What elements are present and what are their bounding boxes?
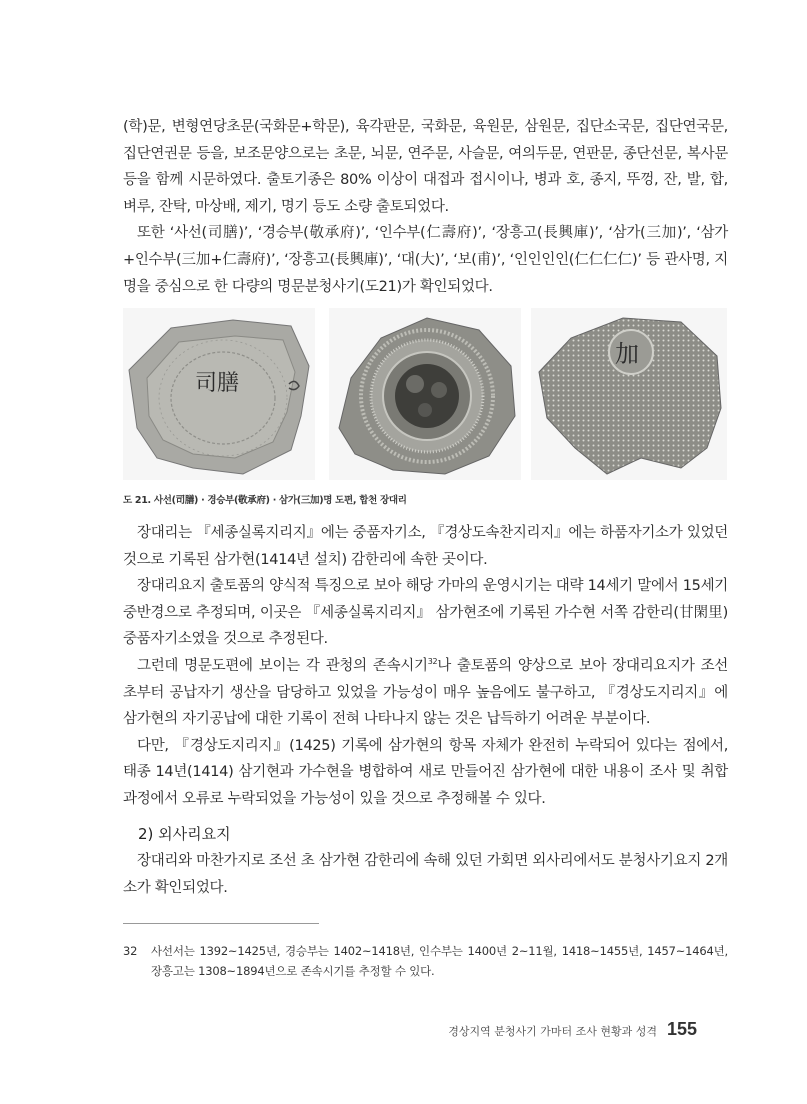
sherd-saseon-image [123,308,315,480]
paragraph: 또한 ‘사선(司膳)’, ‘경승부(敬承府)’, ‘인수부(仁壽府)’, ‘장흥고(長興庫)’, ‘삼가(三加)’, ‘삼가+인수부(三加+仁壽府)’, ‘장흥고(長興庫)’, ‘대(大)’, ‘보(甫)’, ‘인인인인(仁仁仁仁)’ 등 관사명, 지명을 중심으로 한 다량의 명문분청사기(도21)가 확인되었다. [123,225,728,295]
figure-caption: 도 21. 사선(司膳) · 경승부(敬承府) · 삼가(三加)명 도편, 합천 장대리 [123,495,407,506]
paragraph: (학)문, 변형연당초문(국화문+학문), 육각판문, 국화문, 육원문, 삼원문, 집단소국문, 집단연국문, 집단연권문 등을, 보조문양으로는 초문, 뇌문, 연주문, 사슬문, 여의두문, 연판문, 종단선문, 복사문 등을 함께 시문하였다. 출토기종은 80% 이상이 대접과 접시이나, 병과 호, 종지, 뚜껑, 잔, 발, 합, 벼루, 잔탁, 마상배, 제기, 명기 등도 소량 출토되었다. [123,119,728,215]
body-text-section2 [123,848,728,901]
paragraph [123,653,728,733]
paragraph-text: 그런데 명문도편에 보이는 각 관청의 존속시기 [137,657,428,674]
footnote-text: 사선서는 1392~1425년, 경승부는 1402~1418년, 인수부는 1400년 2~11월, 1418~1455년, 1457~1464년, 장흥고는 1308~1894년으로 존속시기를 추정할 수 있다. [151,944,728,978]
inscription-samga: 加 [615,340,639,368]
running-title: 경상지역 분청사기 가마터 조사 현황과 성격 [448,1025,657,1038]
inscription-saseon: 司膳 [195,371,240,396]
sherd-photo-saseon [123,308,315,480]
footnote-number: 32 [123,944,138,958]
page-footer [448,1019,697,1040]
body-text-top [123,114,728,300]
figure-21 [123,308,727,480]
paragraph: 장대리요지 출토품의 양식적 특징으로 보아 해당 가마의 운영시기는 대략 14세기 말에서 15세기 중반경으로 추정되며, 이곳은 『세종실록지리지』 삼가현조에 기록된 가수현 서쪽 감한리(甘閑里) 중품자기소였을 것으로 추정된다. [123,578,728,648]
paragraph: 장대리와 마찬가지로 조선 초 삼가현 감한리에 속해 있던 가회면 외사리에서도 분청사기요지 2개소가 확인되었다. [123,853,728,896]
page-number: 155 [666,1019,697,1039]
sherd-photo-gyeongseungbu [329,308,521,480]
body-text-lower [123,520,728,813]
footnote [123,941,728,981]
paragraph: 장대리는 『세종실록지리지』에는 중품자기소, 『경상도속찬지리지』에는 하품자기소가 있었던 것으로 기록된 삼가현(1414년 설치) 감한리에 속한 곳이다. [123,525,728,568]
sherd-gyeongseungbu-image [329,308,521,480]
sherd-samga-image [531,308,727,480]
sherd-photo-samga [531,308,727,480]
footnote-divider [123,923,319,924]
footnote-reference[interactable]: 32 [427,656,438,666]
paragraph-text: 나 출토품의 양상으로 보아 장대리요지가 조선 초부터 공납자기 생산을 담당하고 있었을 가능성이 매우 높음에도 불구하고, 『경상도지리지』에 삼가현의 자기공납에 대한 기록이 전혀 나타나지 않는 것은 납득하기 어려운 부분이다. [123,657,728,728]
paragraph: 다만, 『경상도지리지』(1425) 기록에 삼가현의 항목 자체가 완전히 누락되어 있다는 점에서, 태종 14년(1414) 삼기현과 가수현을 병합하여 새로 만들어진 삼가현에 대한 내용이 조사 및 취합과정에서 오류로 누락되었을 가능성이 있을 것으로 추정해볼 수 있다. [123,737,728,807]
section-heading: 2) 외사리요지 [138,825,231,843]
